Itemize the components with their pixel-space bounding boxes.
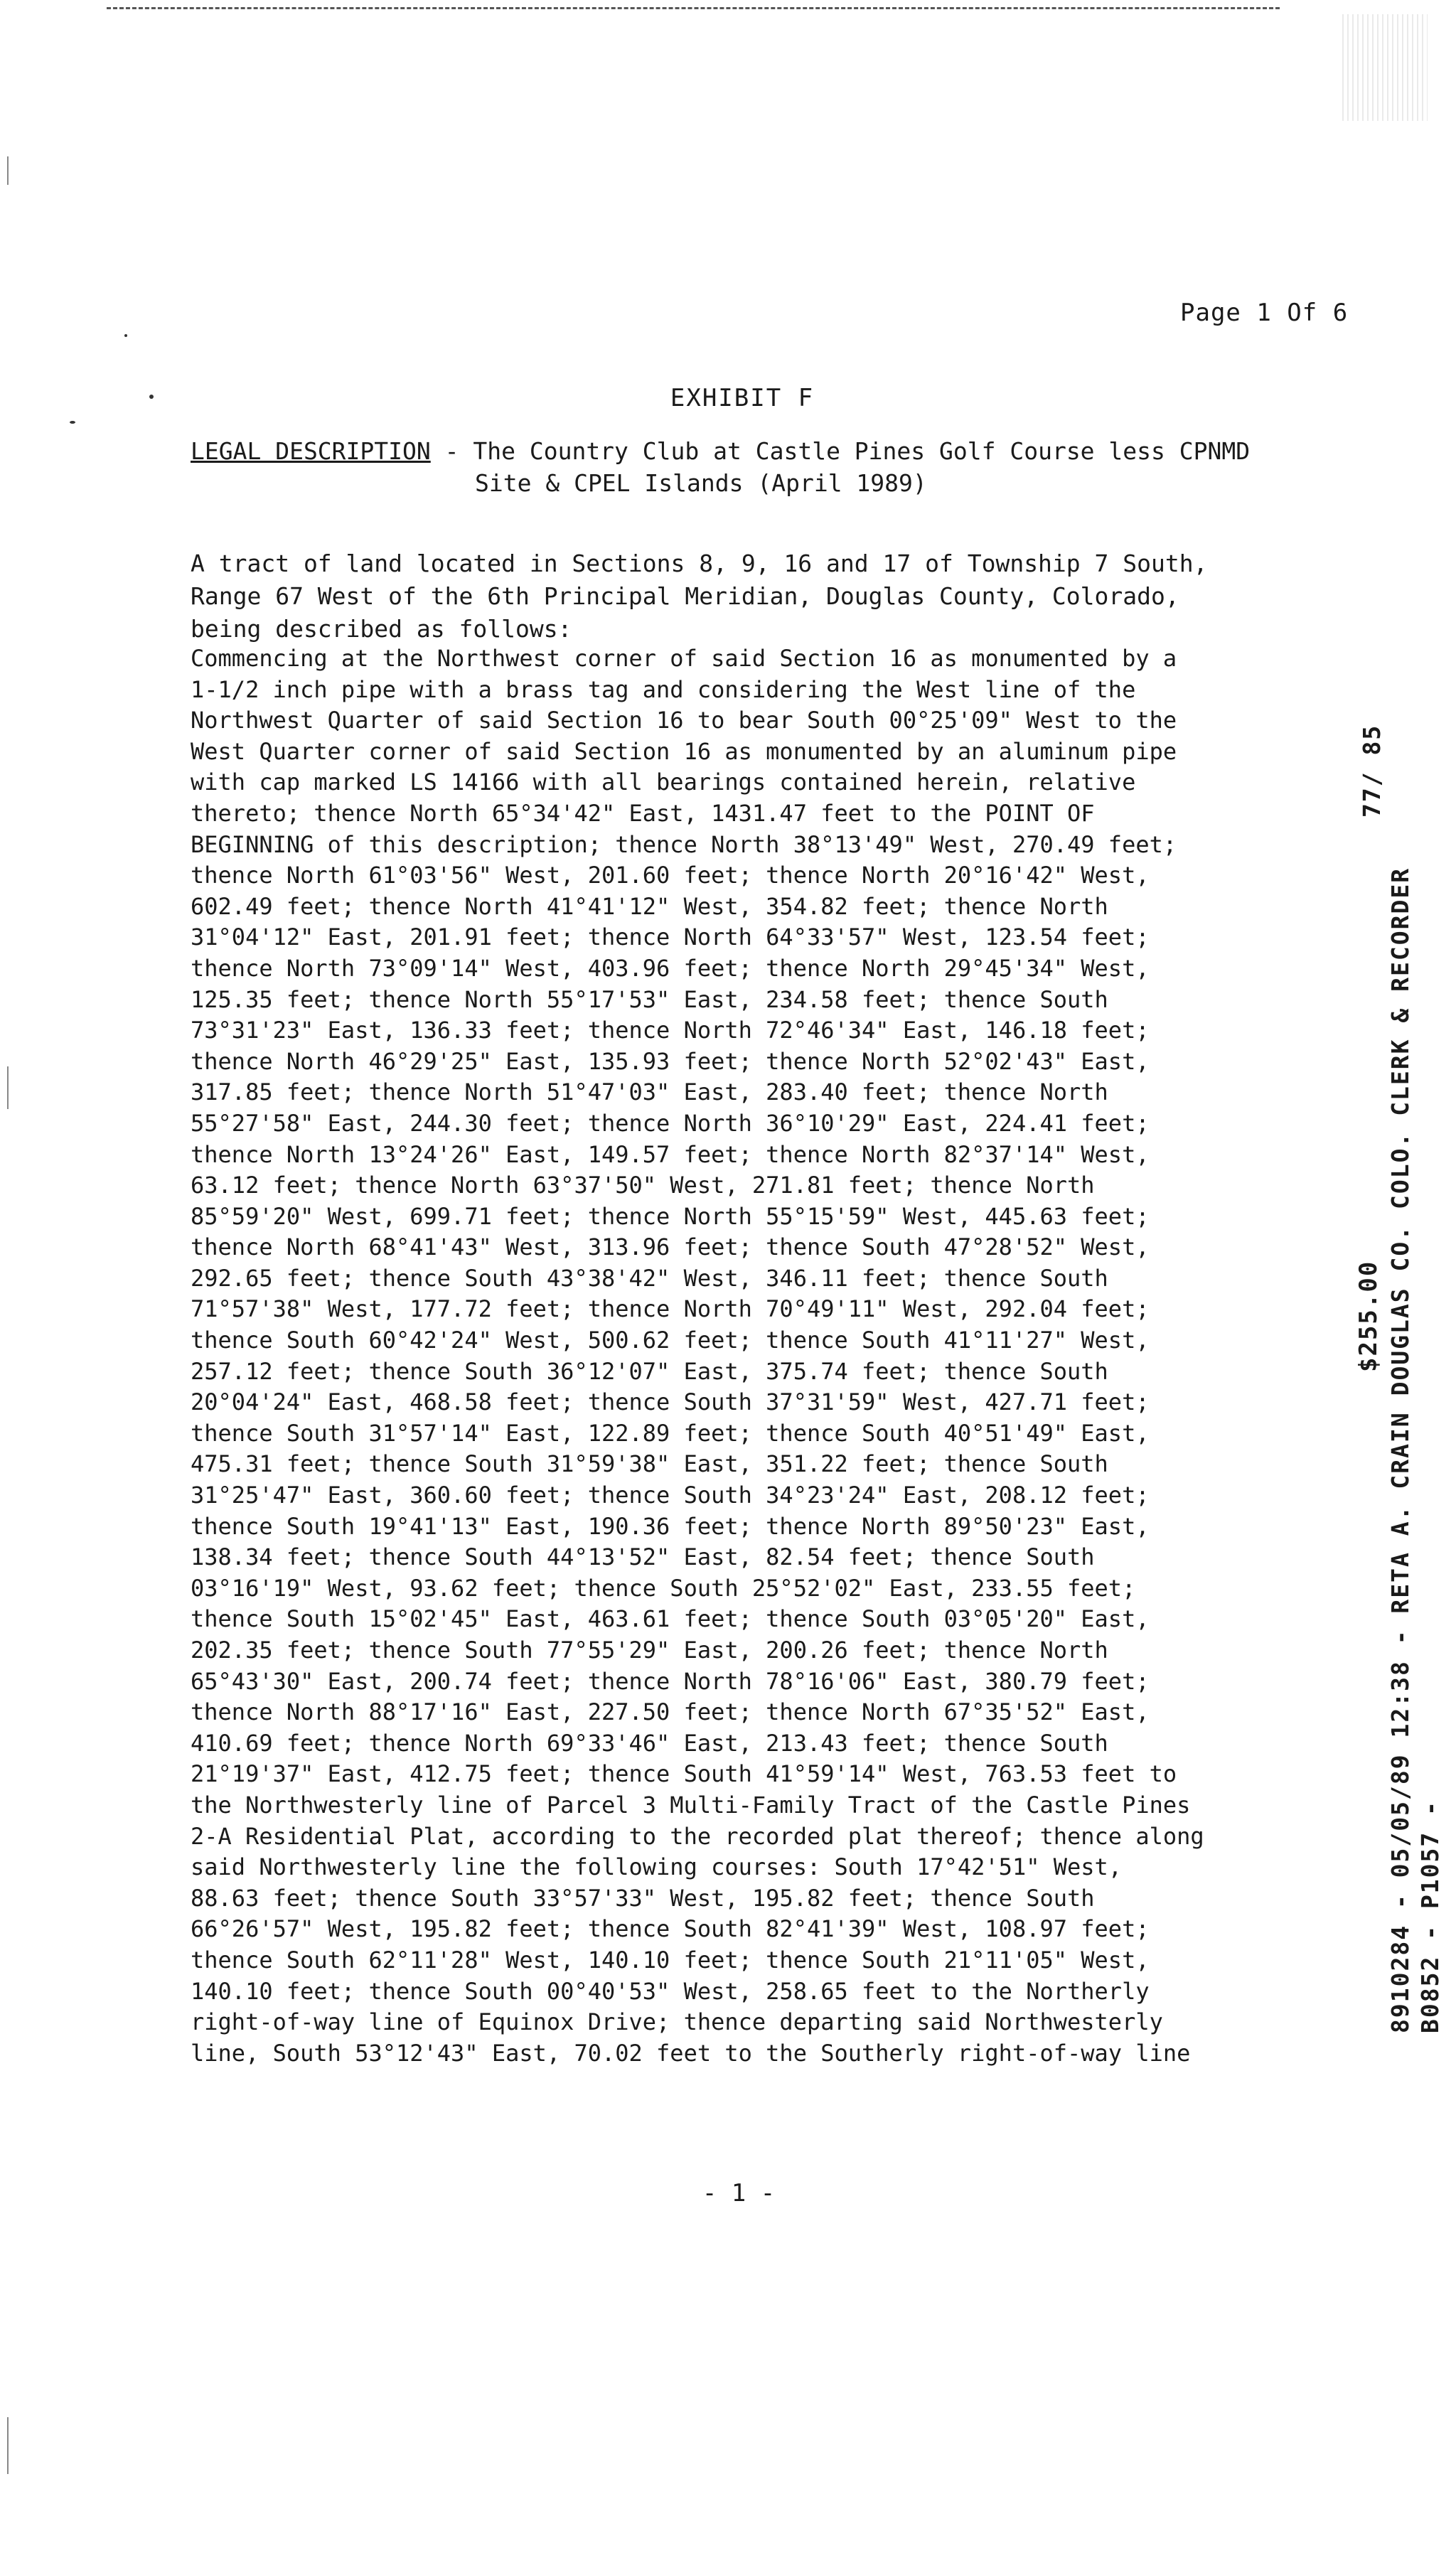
exhibit-title: EXHIBIT F [670, 384, 815, 412]
recording-book-ref: 77/ 85 [1358, 724, 1386, 818]
scan-edge-mark [7, 2417, 9, 2474]
scan-noise-artifact [1342, 14, 1428, 121]
intro-paragraph: A tract of land located in Sections 8, 9, 16 and 17 of Township 7 South, Range 67 West of the 6th Principal Meridian, Douglas County, Colorado, being described as follows: [191, 550, 1208, 643]
legal-description-label: LEGAL DESCRIPTION [191, 437, 431, 465]
legal-separator: - [430, 437, 473, 465]
page-indicator: Page 1 Of 6 [1180, 299, 1349, 327]
recording-stamp-line1: 8910284 - 05/05/89 12:38 - RETA A. CRAIN DOUGLAS CO. COLO. CLERK & RECORDER [1386, 867, 1414, 2033]
scan-dot [70, 421, 75, 424]
legal-description-body: Commencing at the Northwest corner of said Section 16 as monumented by a 1-1/2 inch pipe with a brass tag and considering the West line of the Northwest Quarter of said Section 16 to bear South 00°25'09" West to the West Quarter corner of said Section 16 as monumented by an aluminum pipe with cap marked LS 14166 with all bearings contained herein, relative thereto; thence North 65°34'42" East, 1431.47 feet to the POINT OF BEGINNING of this description; thence North 38°13'49" West, 270.49 feet; thence North 61°03'56" West, 201.60 feet; thence North 20°16'42" West, 602.49 feet; thence North 41°41'12" West, 354.82 feet; thence North 31°04'12" East, 201.91 feet; thence North 64°33'57" West, 123.54 feet; thence North 73°09'14" West, 403.96 feet; thence North 29°45'34" West, 125.35 feet; thence North 55°17'53" East, 234.58 feet; thence South 73°31'23" East, 136.33 feet; thence North 72°46'34" East, 146.18 feet; thence North 46°29'25" East, 135.93 feet; thence North 52°02'43" East, 317.85 feet; thence North 51°47'03" East, 283.40 feet; thence North 55°27'58" East, 244.30 feet; thence North 36°10'29" East, 224.41 feet; thence North 13°24'26" East, 149.57 feet; thence North 82°37'14" West, 63.12 feet; thence North 63°37'50" West, 271.81 feet; thence North 85°59'20" West, 699.71 feet; thence North 55°15'59" West, 445.63 feet; thence North 68°41'43" West, 313.96 feet; thence South 47°28'52" West, 292.65 feet; thence South 43°38'42" West, 346.11 feet; thence South 71°57'38" West, 177.72 feet; thence North 70°49'11" West, 292.04 feet; thence South 60°42'24" West, 500.62 feet; thence South 41°11'27" West, 257.12 feet; thence South 36°12'07" East, 375.74 feet; thence South 20°04'24" East, 468.58 feet; thence South 37°31'59" West, 427.71 feet; thence South 31°57'14" East, 122.89 feet; thence South 40°51'49" East, 475.31 feet; thence South 31°59'38" East, 351.22 feet; thence South 31°25'47" East, 360.60 feet; thence South 34°23'24" East, 208.12 feet; thence South 19°41'13" East, 190.36 feet; thence North 89°50'23" East, 138.34 feet; thence South 44°13'52" East, 82.54 feet; thence South 03°16'19" West, 93.62 feet; thence South 25°52'02" East, 233.55 feet; thence South 15°02'45" East, 463.61 feet; thence South 03°05'20" East, 202.35 feet; thence South 77°55'29" East, 200.26 feet; thence North 65°43'30" East, 200.74 feet; thence North 78°16'06" East, 380.79 feet; thence North 88°17'16" East, 227.50 feet; thence North 67°35'52" East, 410.69 feet; thence North 69°33'46" East, 213.43 feet; thence South 21°19'37" East, 412.75 feet; thence South 41°59'14" West, 763.53 feet to the Northwesterly line of Parcel 3 Multi-Family Tract of the Castle Pines 2-A Residential Plat, according to the recorded plat thereof; thence along said Northwesterly line the following courses: South 17°42'51" West, 88.63 feet; thence South 33°57'33" West, 195.82 feet; thence South 66°26'57" West, 195.82 feet; thence South 82°41'39" West, 108.97 feet; thence South 62°11'28" West, 140.10 feet; thence South 21°11'05" West, 140.10 feet; thence South 00°40'53" West, 258.65 feet to the Northerly right-of-way line of Equinox Drive; thence departing said Northwesterly line, South 53°12'43" East, 70.02 feet to the Southerly right-of-way line [191, 645, 1204, 2067]
top-scan-rule [107, 7, 1280, 9]
scan-edge-mark [7, 1066, 9, 1109]
legal-title-line2: Site & CPEL Islands (April 1989) [475, 469, 927, 497]
scan-dot [124, 334, 127, 337]
recording-stamp-line2: B0852 - P1057 - [1416, 1799, 1444, 2033]
legal-title-line1: The Country Club at Castle Pines Golf Course less CPNMD [473, 437, 1251, 465]
scan-edge-mark [7, 156, 9, 185]
recording-fee: $255.00 [1354, 1260, 1383, 1372]
footer-page-number: - 1 - [702, 2179, 776, 2207]
legal-description-heading [191, 437, 1250, 465]
